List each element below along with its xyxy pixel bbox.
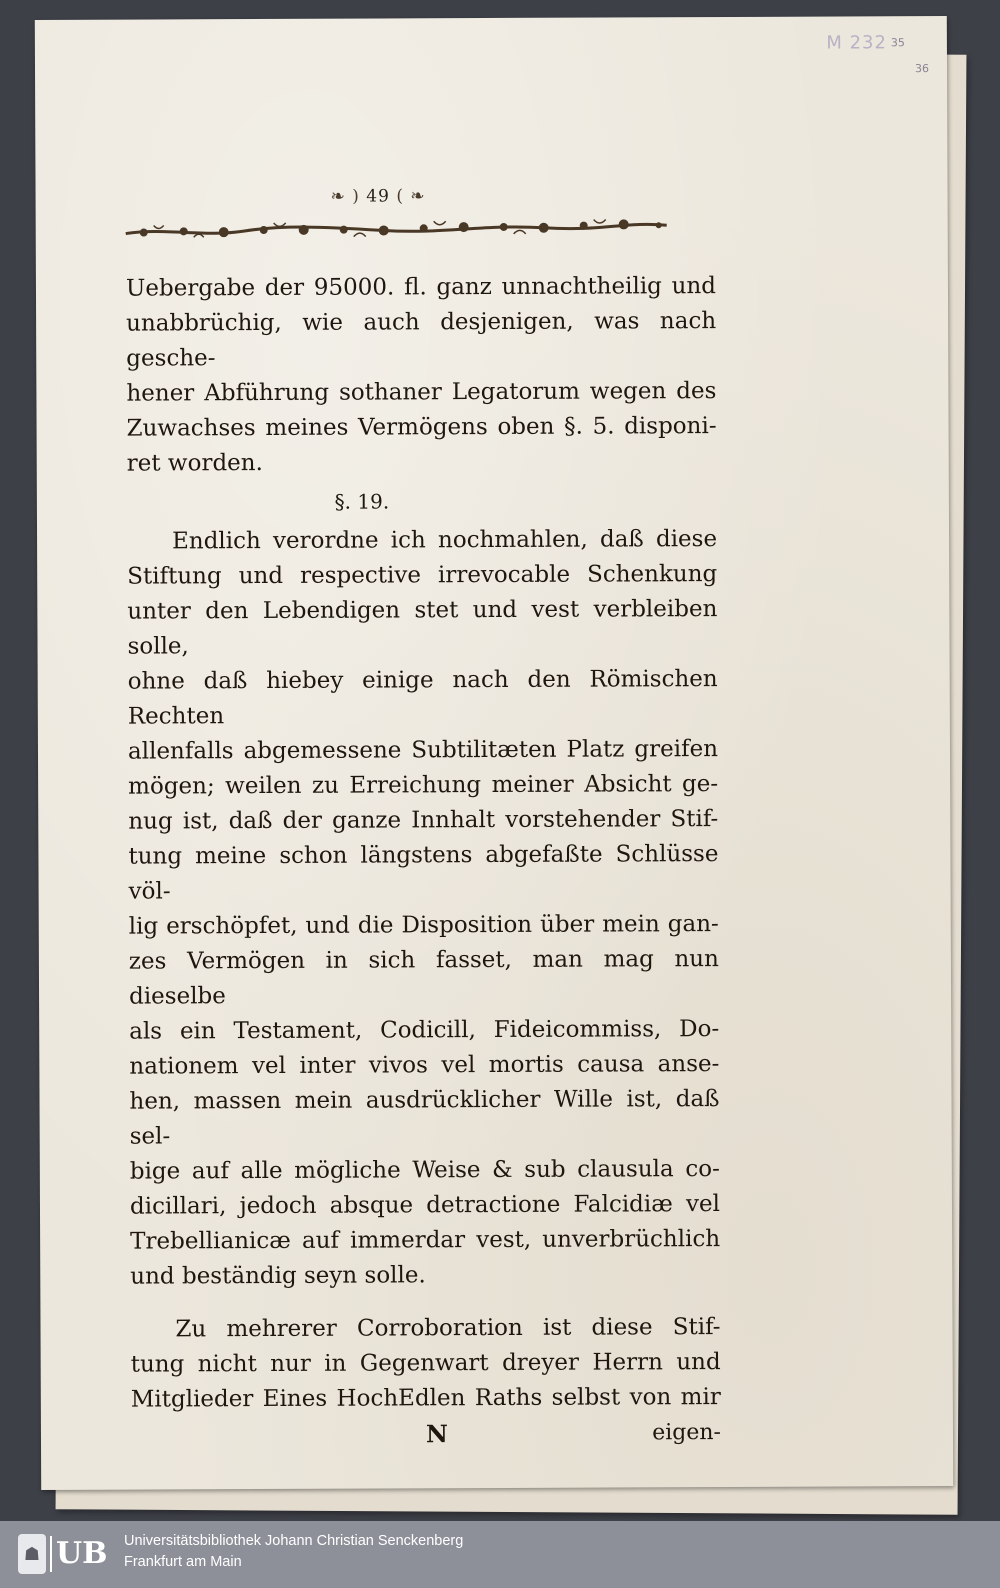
library-logo[interactable] <box>18 1531 118 1577</box>
text-line: zes Vermögen in sich fasset, man mag nun dieselbe <box>128 946 719 1010</box>
text-line: unabbrüchig, wie auch desjenigen, was nach gesche- <box>126 308 717 372</box>
archive-folio-b: 36 <box>914 62 930 76</box>
text-line: hener Abführung sothaner Legatorum wegen des <box>126 378 717 407</box>
institution-name <box>124 1531 463 1573</box>
text-line: Zuwachses meines Vermögens oben §. 5. disponi- <box>126 413 717 442</box>
text-line: Endlich verordne ich nochmahlen, daß diese <box>172 526 718 555</box>
institution-line-2: Frankfurt am Main <box>124 1554 242 1570</box>
document-page <box>35 16 953 1490</box>
text-line: nug ist, daß der ganze Innhalt vorstehender Stif- <box>128 806 719 835</box>
archive-folio-a: 35 <box>890 36 905 50</box>
page-number-header <box>331 186 426 206</box>
page-number: 49 <box>366 186 390 207</box>
text-line: bige auf alle mögliche Weise & sub clausula co- <box>129 1156 720 1185</box>
catchword: eigen- <box>652 1420 722 1446</box>
text-line: tung nicht nur in Gegenwart dreyer Herrn und <box>130 1349 721 1378</box>
paragraph-continuation <box>126 269 717 482</box>
section-heading: §. 19. <box>334 489 390 514</box>
text-line: Trebellianicæ auf immerdar vest, unverbrüchlich <box>130 1226 721 1255</box>
floral-border-ornament <box>124 217 669 241</box>
text-line: ohne daß hiebey einige nach den Römischen Rechten <box>127 666 718 730</box>
text-line: Mitglieder Eines HochEdlen Raths selbst von mir <box>130 1384 721 1413</box>
text-line: tung meine schon längstens abgefaßte Schlüsse völ- <box>128 841 719 905</box>
archive-shelfmark: M 232 <box>826 32 887 54</box>
logo-text: UB <box>50 1536 108 1572</box>
senckenberg-emblem-icon: ☗ <box>18 1534 46 1574</box>
library-footer <box>0 1521 1000 1588</box>
text-line: als ein Testament, Codicill, Fideicommiss, Do- <box>129 1016 720 1045</box>
institution-line-1: Universitätsbibliothek Johann Christian Senckenberg <box>124 1533 464 1549</box>
text-body <box>126 269 721 1450</box>
signature-mark: N <box>425 1419 448 1449</box>
text-line: lig erschöpfet, und die Disposition über mein gan- <box>128 911 719 940</box>
text-line: unter den Lebendigen stet und vest verbleiben solle, <box>127 596 718 660</box>
paragraph-corroboration <box>130 1310 720 1418</box>
text-line: dicillari, jedoch absque detractione Falcidiæ vel <box>129 1191 721 1220</box>
paragraph-section-19 <box>127 522 720 1295</box>
text-line: Zu mehrerer Corroboration ist diese Stif- <box>175 1314 721 1343</box>
text-line: ret worden. <box>126 450 263 477</box>
page-foot <box>131 1415 721 1450</box>
text-line: und beständig seyn solle. <box>130 1262 426 1290</box>
text-line: mögen; weilen zu Erreichung meiner Absicht ge- <box>128 771 719 800</box>
text-line: Uebergabe der 95000. fl. ganz unnachtheilig und <box>125 273 717 302</box>
header-ornament-right: ( ❧ <box>396 186 426 207</box>
header-ornament-left: ❧ ) <box>330 186 360 207</box>
text-line: allenfalls abgemessene Subtilitæten Platz greifen <box>127 736 719 765</box>
text-line: hen, massen mein ausdrücklicher Wille ist, daß sel- <box>129 1086 720 1150</box>
text-line: nationem vel inter vivos vel mortis causa anse- <box>129 1051 720 1080</box>
text-line: Stiftung und respective irrevocable Schenkung <box>127 561 718 590</box>
